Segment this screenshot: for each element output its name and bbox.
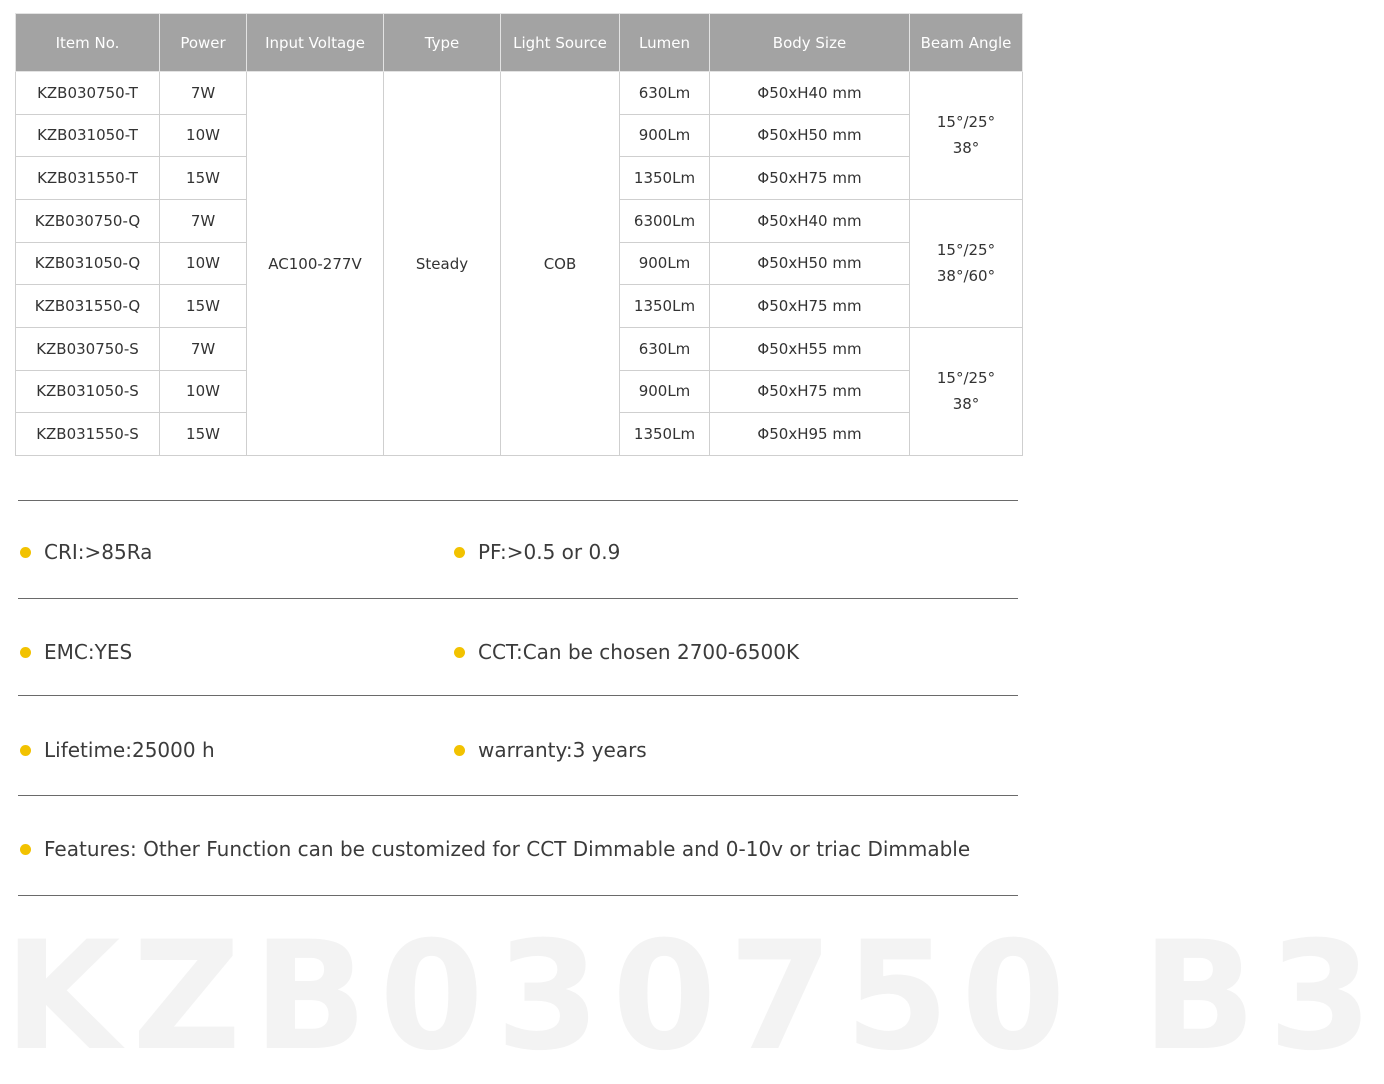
feature-text: Features: Other Function can be customized for CCT Dimmable and 0-10v or triac Dimmable (44, 837, 971, 861)
header-input-voltage: Input Voltage (247, 14, 384, 72)
header-light-source: Light Source (501, 14, 620, 72)
cell-power: 15W (160, 413, 247, 456)
cell-power: 15W (160, 285, 247, 328)
spec-table (15, 13, 1023, 456)
feature-text: PF:>0.5 or 0.9 (478, 540, 621, 564)
cell-beam-angle (910, 327, 1023, 455)
feature-lifetime (20, 738, 215, 762)
header-type: Type (384, 14, 501, 72)
beam-angle-line1: 15°/25° (936, 113, 996, 132)
cell-item: KZB031050-T (16, 114, 160, 157)
header-item-no: Item No. (16, 14, 160, 72)
cell-lumen: 900Lm (620, 114, 710, 157)
cell-body-size: Φ50xH50 mm (710, 242, 910, 285)
table-row (16, 72, 1023, 115)
cell-body-size: Φ50xH75 mm (710, 157, 910, 200)
beam-angle-line2: 38° (952, 139, 980, 158)
cell-item: KZB031550-T (16, 157, 160, 200)
cell-body-size: Φ50xH40 mm (710, 72, 910, 115)
cell-lumen: 630Lm (620, 327, 710, 370)
beam-angle-line2: 38°/60° (936, 267, 996, 286)
feature-text: warranty:3 years (478, 738, 647, 762)
cell-power: 7W (160, 199, 247, 242)
beam-angle-line1: 15°/25° (936, 369, 996, 388)
cell-lumen: 1350Lm (620, 157, 710, 200)
cell-lumen: 1350Lm (620, 285, 710, 328)
divider (18, 795, 1018, 796)
cell-power: 10W (160, 370, 247, 413)
cell-input-voltage: AC100-277V (247, 72, 384, 456)
cell-item: KZB031550-S (16, 413, 160, 456)
header-power: Power (160, 14, 247, 72)
header-body-size: Body Size (710, 14, 910, 72)
bullet-dot-icon (20, 647, 31, 658)
cell-power: 10W (160, 114, 247, 157)
cell-lumen: 6300Lm (620, 199, 710, 242)
bullet-dot-icon (20, 844, 31, 855)
cell-power: 7W (160, 327, 247, 370)
cell-type: Steady (384, 72, 501, 456)
feature-text: CRI:>85Ra (44, 540, 153, 564)
table-header-row (16, 14, 1023, 72)
feature-emc (20, 640, 132, 664)
cell-beam-angle (910, 199, 1023, 327)
feature-cri (20, 540, 152, 564)
cell-beam-angle (910, 72, 1023, 200)
cell-item: KZB030750-S (16, 327, 160, 370)
feature-cct (454, 640, 799, 664)
cell-item: KZB031050-Q (16, 242, 160, 285)
cell-body-size: Φ50xH50 mm (710, 114, 910, 157)
feature-text: EMC:YES (44, 640, 133, 664)
cell-body-size: Φ50xH95 mm (710, 413, 910, 456)
feature-pf (454, 540, 620, 564)
feature-extra (20, 837, 970, 861)
cell-lumen: 630Lm (620, 72, 710, 115)
bullet-dot-icon (454, 647, 465, 658)
header-lumen: Lumen (620, 14, 710, 72)
bullet-dot-icon (20, 547, 31, 558)
cell-lumen: 900Lm (620, 370, 710, 413)
cell-body-size: Φ50xH55 mm (710, 327, 910, 370)
bullet-dot-icon (454, 745, 465, 756)
cell-item: KZB031550-Q (16, 285, 160, 328)
cell-item: KZB030750-T (16, 72, 160, 115)
cell-item: KZB031050-S (16, 370, 160, 413)
cell-power: 7W (160, 72, 247, 115)
beam-angle-line2: 38° (952, 395, 980, 414)
feature-text: Lifetime:25000 h (44, 738, 215, 762)
cell-light-source: COB (501, 72, 620, 456)
feature-warranty (454, 738, 647, 762)
divider (18, 895, 1018, 896)
cell-lumen: 1350Lm (620, 413, 710, 456)
cell-power: 10W (160, 242, 247, 285)
cell-item: KZB030750-Q (16, 199, 160, 242)
watermark-model-text: KZB030750 B3 (4, 910, 1384, 1084)
cell-power: 15W (160, 157, 247, 200)
bullet-dot-icon (454, 547, 465, 558)
bullet-dot-icon (20, 745, 31, 756)
cell-lumen: 900Lm (620, 242, 710, 285)
cell-body-size: Φ50xH75 mm (710, 285, 910, 328)
divider (18, 598, 1018, 599)
divider (18, 695, 1018, 696)
cell-body-size: Φ50xH75 mm (710, 370, 910, 413)
feature-text: CCT:Can be chosen 2700-6500K (478, 640, 800, 664)
header-beam-angle: Beam Angle (910, 14, 1023, 72)
beam-angle-line1: 15°/25° (936, 241, 996, 260)
divider (18, 500, 1018, 501)
cell-body-size: Φ50xH40 mm (710, 199, 910, 242)
